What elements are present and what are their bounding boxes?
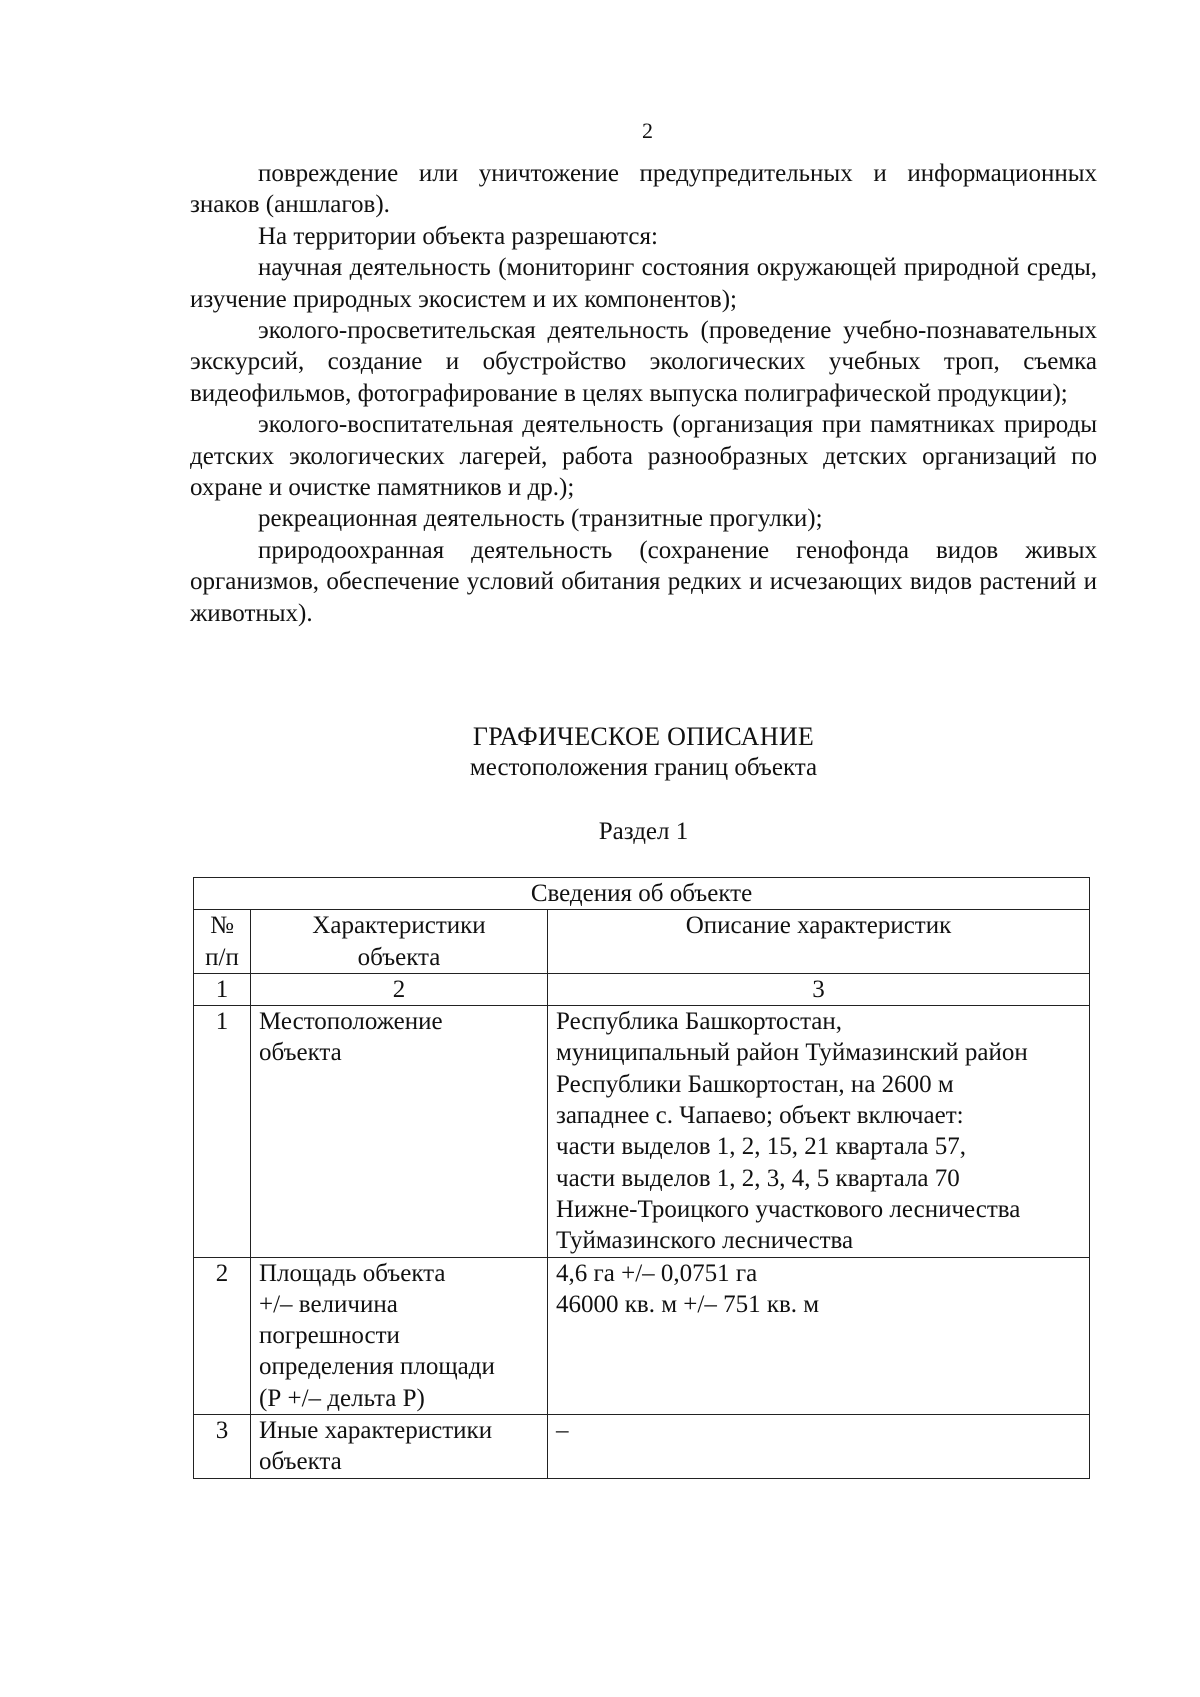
cell-line: муниципальный район Туймазинский район — [556, 1039, 1028, 1067]
row-characteristic — [251, 1257, 548, 1414]
header-num — [194, 910, 251, 974]
cell-line: 46000 кв. м +/– 751 кв. м — [556, 1290, 820, 1318]
cell-line: Местоположение — [259, 1008, 443, 1036]
paragraph: повреждение или уничтожение предупредительных и информационных знаков (аншлагов). — [190, 160, 1097, 219]
paragraph: эколого-воспитательная деятельность (организация при памятниках природы детских экологических лагерей, работа разнообразных детских организаций по охране и очистке памятников и др.); — [190, 411, 1097, 502]
cell-line: Республики Башкортостан, на 2600 м — [556, 1070, 954, 1098]
table-row — [194, 1257, 1090, 1414]
cell-line: объекта — [259, 1039, 342, 1067]
cell-line: Площадь объекта — [259, 1259, 446, 1287]
header-num-line: № — [210, 912, 234, 940]
object-info-table — [193, 877, 1090, 1479]
cell-line: (Р +/– дельта Р) — [259, 1384, 425, 1412]
column-number-row — [194, 973, 1090, 1005]
row-description — [548, 1415, 1090, 1479]
row-characteristic — [251, 1006, 548, 1257]
header-char-line: Характеристики — [312, 912, 486, 940]
cell-line: Нижне-Троицкого участкового лесничества — [556, 1195, 1021, 1223]
section-label: Раздел 1 — [598, 818, 689, 845]
cell-line: Республика Башкортостан, — [556, 1008, 843, 1036]
cell-line: – — [556, 1417, 569, 1445]
cell-line: части выделов 1, 2, 3, 4, 5 квартала 70 — [556, 1164, 960, 1192]
cell-line: 4,6 га +/– 0,0751 га — [556, 1259, 758, 1287]
table-header-row — [194, 910, 1090, 974]
body-text — [190, 158, 1097, 629]
row-number: 2 — [194, 1257, 251, 1414]
column-number: 2 — [251, 973, 548, 1005]
table-row — [194, 1006, 1090, 1257]
column-number: 1 — [194, 973, 251, 1005]
paragraph: природоохранная деятельность (сохранение генофонда видов живых организмов, обеспечение условий обитания редких и исчезающих видов растений и животных). — [190, 536, 1097, 627]
paragraph: рекреационная деятельность (транзитные прогулки); — [258, 505, 823, 533]
paragraph: эколого-просветительская деятельность (проведение учебно-познавательных экскурсий, создание и обустройство экологических учебных троп, съемка видеофильмов, фотографирование в целях выпуска полиграфической продукции); — [190, 317, 1097, 407]
cell-line: погрешности — [259, 1322, 400, 1350]
row-number: 3 — [194, 1415, 251, 1479]
row-description — [548, 1006, 1090, 1257]
header-num-line: п/п — [205, 943, 239, 971]
page-number: 2 — [642, 118, 653, 143]
row-number: 1 — [194, 1006, 251, 1257]
row-characteristic — [251, 1415, 548, 1479]
table-caption-row — [194, 878, 1090, 910]
heading-title: ГРАФИЧЕСКОЕ ОПИСАНИЕ — [472, 722, 815, 751]
column-number: 3 — [548, 973, 1090, 1005]
row-description — [548, 1257, 1090, 1414]
table-caption: Сведения об объекте — [194, 878, 1090, 910]
header-description: Описание характеристик — [548, 910, 1090, 974]
cell-line: Туймазинского лесничества — [556, 1227, 854, 1255]
section-heading — [190, 721, 1097, 783]
cell-line: определения площади — [259, 1353, 495, 1381]
cell-line: части выделов 1, 2, 15, 21 квартала 57, — [556, 1133, 967, 1161]
table-row — [194, 1415, 1090, 1479]
header-characteristics — [251, 910, 548, 974]
heading-subtitle: местоположения границ объекта — [469, 754, 818, 781]
cell-line: Иные характеристики — [259, 1417, 493, 1445]
header-char-line: объекта — [357, 943, 441, 971]
paragraph: научная деятельность (мониторинг состояния окружающей природной среды, изучение природных экосистем и их компонентов); — [190, 254, 1097, 313]
cell-line: +/– величина — [259, 1290, 398, 1318]
paragraph: На территории объекта разрешаются: — [258, 222, 658, 250]
cell-line: объекта — [259, 1448, 342, 1476]
cell-line: западнее с. Чапаево; объект включает: — [556, 1102, 964, 1130]
